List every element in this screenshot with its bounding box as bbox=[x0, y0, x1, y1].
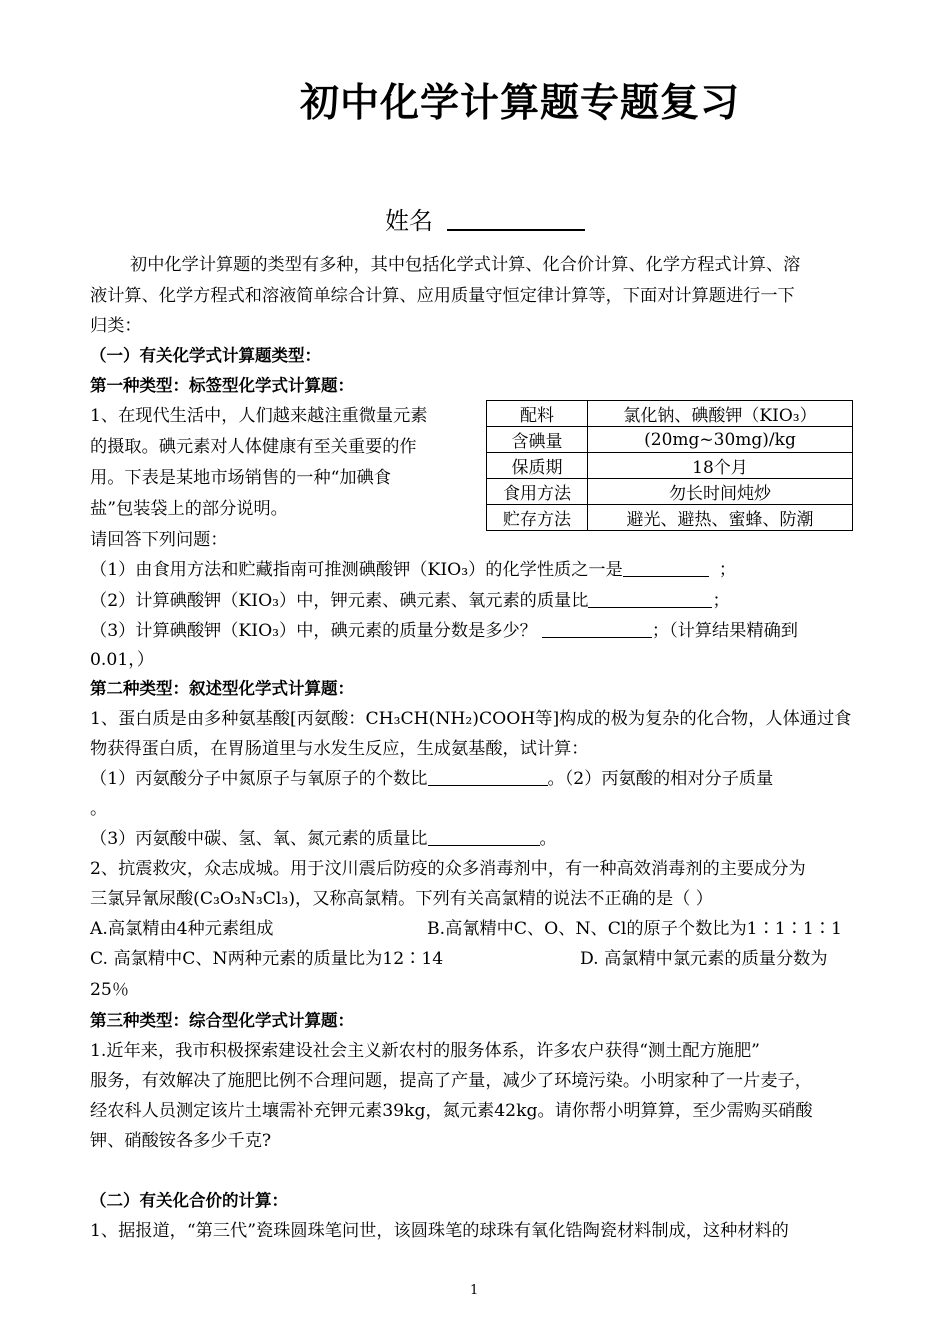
section-2-heading: （二）有关化合价的计算： bbox=[90, 1191, 288, 1210]
name-blank-line bbox=[447, 209, 585, 231]
table-value: 氯化钠、碘酸钾（KIO₃） bbox=[588, 401, 853, 427]
option-b: B.高氰精中C、O、N、Cl的原子个数比为1∶1∶1∶1 bbox=[427, 919, 842, 939]
type-2-sub-question-1-end: 。 bbox=[90, 799, 108, 819]
type-2-question-1-line-1: 1、蛋白质是由多种氨基酸[丙氨酸：CH₃CH(NH₂)COOH等]构成的极为复杂的化合物，人体通过食 bbox=[90, 709, 852, 729]
table-value: 18个月 bbox=[588, 453, 853, 479]
type-2-question-1-line-2: 物获得蛋白质，在胃肠道里与水发生反应，生成氨基酸，试计算： bbox=[90, 739, 589, 759]
table-row bbox=[487, 505, 853, 531]
sub-question-1-text: （1）由食用方法和贮藏指南可推测碘酸钾（KIO₃）的化学性质之一是 bbox=[90, 560, 623, 580]
type-1-sub-question-1 bbox=[90, 559, 736, 581]
answer-blank-2 bbox=[588, 591, 712, 608]
type-3-line-2: 服务，有效解决了施肥比例不合理问题，提高了产量，减少了环境污染。小明家种了一片麦子， bbox=[90, 1071, 812, 1091]
table-key: 含碘量 bbox=[487, 427, 588, 453]
table-key: 食用方法 bbox=[487, 479, 588, 505]
option-d: D. 高氯精中氯元素的质量分数为 bbox=[580, 949, 828, 969]
alanine-mass-ratio-text: （3）丙氨酸中碳、氢、氧、氮元素的质量比 bbox=[90, 829, 428, 849]
intro-line-1: 初中化学计算题的类型有多种，其中包括化学式计算、化合价计算、化学方程式计算、溶 bbox=[130, 255, 801, 275]
type-1-question-line-2: 的摄取。碘元素对人体健康有至关重要的作 bbox=[90, 437, 417, 457]
type-2-sub-question-3 bbox=[90, 828, 557, 850]
option-a: A.高氯精由4种元素组成 bbox=[90, 919, 274, 939]
type-1-sub-question-3-cont: 0.01，） bbox=[90, 650, 155, 670]
table-row bbox=[487, 453, 853, 479]
type-3-line-4: 钾、硝酸铵各多少千克? bbox=[90, 1131, 272, 1151]
answer-blank-3 bbox=[542, 621, 652, 638]
table-key: 贮存方法 bbox=[487, 505, 588, 531]
section-1-heading: （一）有关化学式计算题类型： bbox=[90, 346, 321, 365]
table-value: 避光、避热、蜜蜂、防潮 bbox=[588, 505, 853, 531]
type-1-sub-question-3 bbox=[90, 620, 798, 642]
table-value: 勿长时间炖炒 bbox=[588, 479, 853, 505]
answer-blank-5 bbox=[428, 829, 540, 846]
type-2-heading: 第二种类型：叙述型化学式计算题： bbox=[90, 679, 354, 698]
intro-line-2: 液计算、化学方程式和溶液简单综合计算、应用质量守恒定律计算等，下面对计算题进行一下 bbox=[90, 286, 795, 306]
type-2-question-2-line-2: 三氯异氰尿酸(C₃O₃N₃Cl₃)，又称高氯精。下列有关高氯精的说法不正确的是（ ） bbox=[90, 889, 713, 909]
type-1-question-line-1: 1、在现代生活中，人们越来越注重微量元素 bbox=[90, 406, 428, 426]
name-field bbox=[385, 201, 585, 236]
section-2-line-1: 1、据报道，“第三代”瓷珠圆珠笔问世，该圆珠笔的球珠有氧化锆陶瓷材料制成，这种材料的 bbox=[90, 1221, 789, 1241]
sub-question-1-end: ； bbox=[718, 560, 737, 580]
page-number: 1 bbox=[470, 1283, 479, 1298]
answer-blank-4 bbox=[428, 769, 548, 786]
type-2-sub-question-1 bbox=[90, 768, 773, 790]
sub-question-3-text: （3）计算碘酸钾（KIO₃）中，碘元素的质量分数是多少？ bbox=[90, 621, 537, 641]
table-key: 保质期 bbox=[487, 453, 588, 479]
salt-label-table bbox=[486, 400, 853, 531]
intro-line-3: 归类： bbox=[90, 316, 142, 336]
sub-question-2-text: （2）计算碘酸钾（KIO₃）中，钾元素、碘元素、氧元素的质量比 bbox=[90, 591, 589, 611]
table-value: (20mg~30mg)/kg bbox=[588, 427, 853, 453]
table-row bbox=[487, 427, 853, 453]
sub-question-2-end: ； bbox=[712, 591, 730, 611]
alanine-ratio-text: （1）丙氨酸分子中氮原子与氧原子的个数比 bbox=[90, 769, 428, 789]
table-key: 配料 bbox=[487, 401, 588, 427]
type-1-prompt: 请回答下列问题： bbox=[90, 530, 228, 550]
sub-question-3-end: ；（计算结果精确到 bbox=[651, 621, 798, 641]
alanine-mass-text: 。（2）丙氨酸的相对分子质量 bbox=[547, 769, 774, 789]
page-title: 初中化学计算题专题复习 bbox=[300, 81, 741, 126]
option-c: C. 高氯精中C、N两种元素的质量比为12∶14 bbox=[90, 949, 444, 969]
table-row bbox=[487, 401, 853, 427]
type-3-line-1: 1.近年来，我市积极探索建设社会主义新农村的服务体系，许多农户获得“测土配方施肥” bbox=[90, 1041, 760, 1061]
type-3-heading: 第三种类型：综合型化学式计算题： bbox=[90, 1011, 354, 1030]
type-1-question-line-4: 盐”包装袋上的部分说明。 bbox=[90, 499, 288, 519]
answer-blank-1 bbox=[623, 560, 709, 577]
type-3-line-3: 经农科人员测定该片土壤需补充钾元素39kg，氮元素42kg。请你帮小明算算，至少需购买硝酸 bbox=[90, 1101, 813, 1121]
sub-question-3b-end: 。 bbox=[539, 829, 557, 849]
type-1-question-line-3: 用。下表是某地市场销售的一种“加碘食 bbox=[90, 468, 391, 488]
option-d-cont: 25％ bbox=[90, 980, 130, 1000]
name-label: 姓名 bbox=[385, 207, 433, 235]
type-2-question-2-line-1: 2、抗震救灾，众志成城。用于汶川震后防疫的众多消毒剂中，有一种高效消毒剂的主要成分为 bbox=[90, 859, 806, 879]
type-1-heading: 第一种类型：标签型化学式计算题： bbox=[90, 376, 354, 395]
table-row bbox=[487, 479, 853, 505]
type-1-sub-question-2 bbox=[90, 590, 730, 612]
